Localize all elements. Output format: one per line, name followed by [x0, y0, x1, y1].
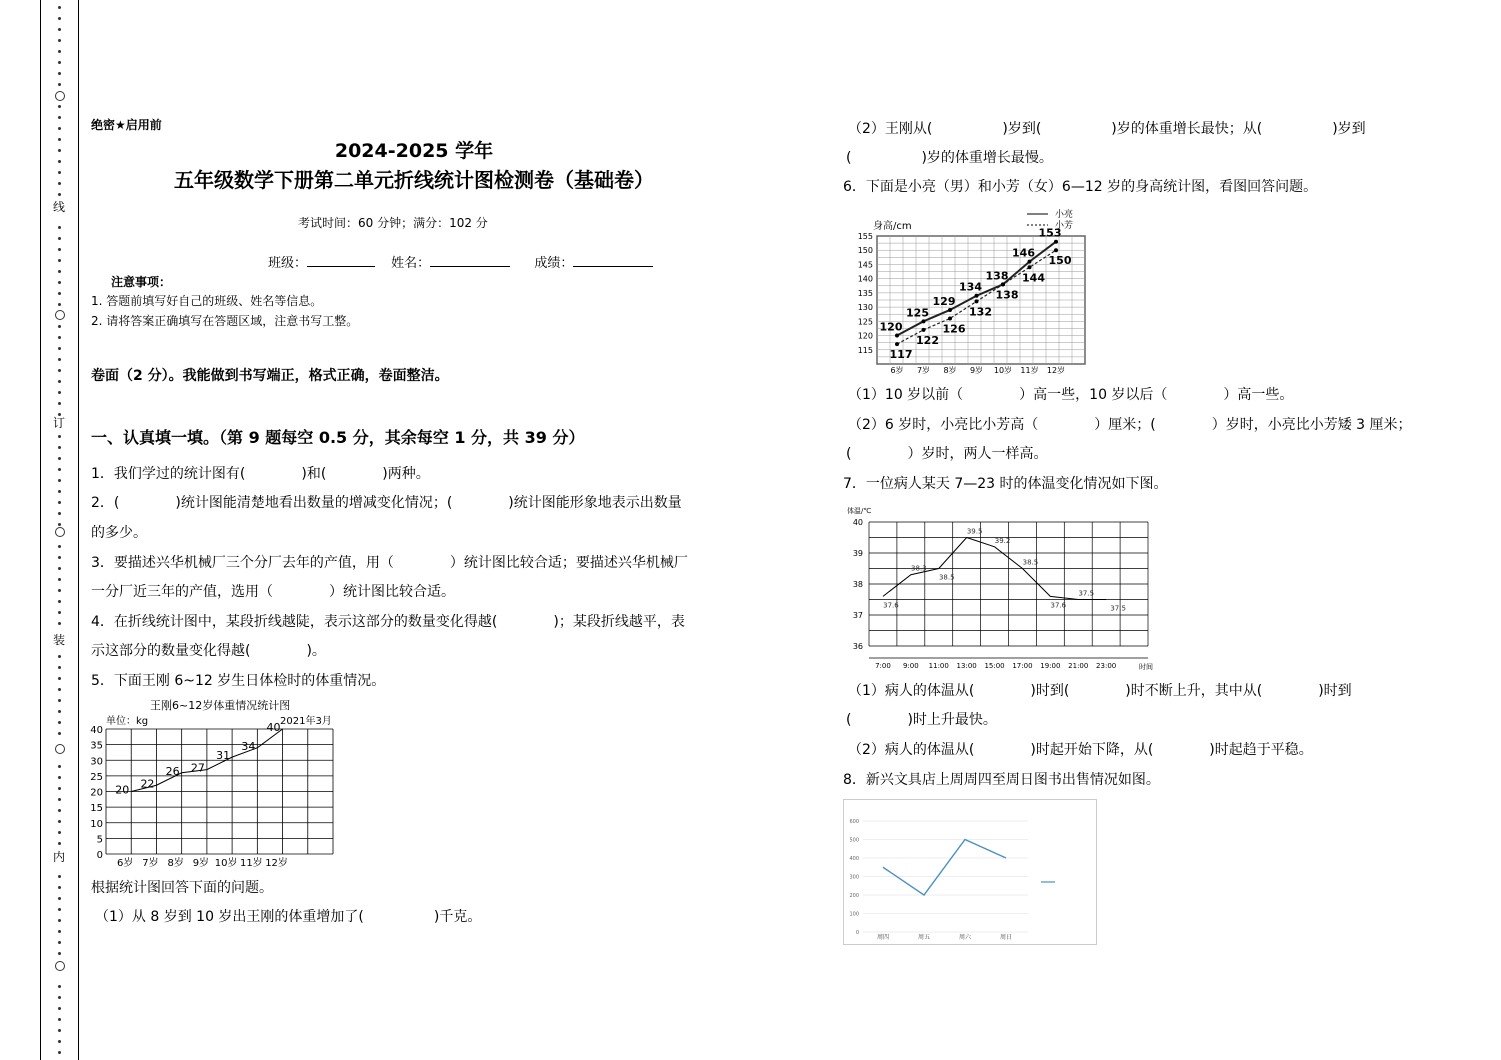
height-chart [843, 203, 1093, 375]
y-tick-label: 115 [857, 345, 873, 355]
x-tick-label: 12岁 [1046, 366, 1066, 375]
data-label: 37.5 [1110, 604, 1126, 613]
x-tick-label: 7:00 [875, 662, 891, 670]
data-label: 37.6 [883, 601, 899, 610]
binding-char: 内 [53, 850, 66, 864]
question-3-cont: 一分厂近三年的产值，选用（ ）统计图比较合适。 [91, 584, 455, 600]
class-field[interactable] [307, 252, 375, 267]
x-tick-label: 23:00 [1096, 662, 1117, 670]
data-point [975, 294, 979, 298]
y-tick-label: 0 [96, 850, 103, 861]
data-label: 153 [1038, 226, 1062, 240]
x-tick-label: 9:00 [902, 662, 919, 670]
y-tick-label: 36 [852, 642, 863, 651]
data-label: 150 [1048, 254, 1072, 268]
data-label: 38.5 [938, 573, 955, 582]
weight-chart-title: 王刚6~12岁体重情况统计图 [150, 699, 291, 712]
x-tick-label: 17:00 [1012, 662, 1033, 670]
data-point [948, 308, 952, 312]
x-tick-label: 7岁 [142, 858, 159, 869]
q5-instruction: 根据统计图回答下面的问题。 [91, 880, 273, 896]
q5-sub-2-cont: ( )岁的体重增长最慢。 [846, 150, 1053, 166]
margin-line-right [78, 0, 79, 1060]
exam-info: 考试时间：60 分钟；满分：102 分 [298, 216, 488, 230]
temp-chart-ylabel: 体温/℃ [847, 507, 872, 515]
q7-sub-1: （1）病人的体温从( )时到( )时不断上升，其中从( )时到 [848, 683, 1352, 699]
data-label: 134 [959, 280, 982, 294]
q5-sub-1: （1）从 8 岁到 10 岁出王刚的体重增加了( )千克。 [95, 909, 482, 925]
neatness-note: 卷面（2 分）。我能做到书写端正，格式正确，卷面整洁。 [91, 368, 449, 384]
x-tick-label: 10岁 [993, 366, 1013, 375]
data-label: 146 [1012, 246, 1035, 260]
y-tick-label: 0 [855, 930, 859, 936]
y-tick-label: 600 [849, 819, 859, 825]
notes-title: 注意事项： [111, 275, 172, 289]
x-tick-label: 8岁 [943, 366, 957, 375]
data-point [895, 342, 899, 346]
class-label: 班级： [268, 256, 308, 271]
y-tick-label: 30 [90, 756, 103, 768]
data-point [922, 319, 926, 323]
name-label: 姓名： [391, 256, 431, 271]
data-label: 37.5 [1078, 589, 1095, 598]
y-tick-label: 500 [849, 837, 859, 844]
data-label: 38.3 [911, 564, 927, 573]
data-point [948, 316, 952, 320]
data-label: 120 [879, 320, 903, 334]
question-7: 7．一位病人某天 7—23 时的体温变化情况如下图。 [843, 476, 1168, 492]
margin-line-left [40, 0, 41, 1060]
x-tick-label: 11岁 [1020, 366, 1039, 375]
y-tick-label: 39 [852, 549, 863, 558]
question-3: 3．要描述兴华机械厂三个分厂去年的产值，用（ ）统计图比较合适；要描述兴华机械厂 [91, 555, 688, 571]
y-tick-label: 40 [852, 518, 863, 527]
binding-circle [55, 527, 65, 537]
binding-circle [55, 961, 65, 971]
data-point [922, 328, 926, 332]
q7-sub-1-cont: ( )时上升最快。 [846, 712, 997, 728]
question-4-cont: 示这部分的数量变化得越( )。 [91, 643, 326, 659]
data-label: 132 [969, 305, 992, 319]
legend-label: 小亮 [1055, 210, 1074, 220]
question-6: 6．下面是小亮（男）和小芳（女）6—12 岁的身高统计图，看图回答问题。 [843, 179, 1318, 195]
q6-sub-2-cont: ( ）岁时，两人一样高。 [846, 446, 1048, 462]
y-tick-label: 140 [857, 274, 873, 284]
question-8: 8．新兴文具店上周周四至周日图书出售情况如图。 [843, 772, 1160, 788]
question-2: 2．( )统计图能清楚地看出数量的增减变化情况；( )统计图能形象地表示出数量 [91, 495, 682, 511]
x-tick-label: 8岁 [167, 858, 184, 869]
binding-char: 装 [53, 633, 66, 647]
data-point [1054, 248, 1058, 252]
q5-sub-2: （2）王刚从( )岁到( )岁的体重增长最快；从( )岁到 [848, 121, 1366, 137]
page-title: 五年级数学下册第二单元折线统计图检测卷（基础卷） [174, 168, 654, 192]
y-tick-label: 100 [849, 911, 859, 918]
confidential-mark: 绝密★启用前 [91, 118, 162, 132]
x-tick-label: 7岁 [916, 366, 931, 375]
binding-char: 订 [53, 416, 66, 430]
y-tick-label: 200 [849, 893, 859, 899]
question-5: 5．下面王刚 6~12 岁生日体检时的体重情况。 [91, 673, 386, 689]
data-label: 138 [985, 269, 1009, 283]
x-tick-label: 10岁 [214, 858, 238, 869]
data-label: 144 [1022, 271, 1045, 285]
q7-sub-2: （2）病人的体温从( )时起开始下降，从( )时起趋于平稳。 [848, 742, 1313, 758]
data-label: 39.5 [966, 527, 983, 536]
exam-year: 2024-2025 学年 [334, 140, 494, 162]
data-label: 129 [932, 294, 956, 308]
data-label: 40 [266, 721, 281, 734]
y-tick-label: 10 [90, 818, 103, 830]
data-label: 27 [190, 761, 205, 775]
y-tick-label: 38 [852, 580, 863, 589]
legend-label: 小芳 [1055, 221, 1074, 231]
y-tick-label: 150 [857, 246, 873, 256]
x-tick-label: 9岁 [192, 858, 210, 869]
x-tick-label: 11岁 [239, 858, 263, 869]
temp-chart-xlabel: 时间 [1139, 663, 1153, 671]
data-point [975, 299, 979, 303]
x-tick-label: 12岁 [265, 858, 288, 869]
q6-sub-1: （1）10 岁以前（ ）高一些，10 岁以后（ ）高一些。 [848, 387, 1294, 403]
x-tick-label: 周日 [999, 934, 1013, 941]
data-label: 22 [140, 777, 155, 791]
height-chart-ylabel: 身高/cm [873, 221, 912, 232]
data-label: 31 [216, 749, 231, 763]
x-tick-label: 19:00 [1040, 662, 1061, 670]
y-tick-label: 25 [90, 771, 103, 783]
y-tick-label: 400 [849, 856, 859, 862]
binding-dotted-line [54, 0, 66, 1060]
x-tick-label: 15:00 [984, 662, 1005, 670]
x-tick-label: 13:00 [956, 662, 977, 670]
y-tick-label: 120 [857, 331, 873, 341]
student-info [268, 252, 653, 274]
note-item: 2. 请将答案正确填写在答题区域，注意书写工整。 [91, 314, 359, 328]
y-tick-label: 15 [90, 803, 103, 815]
data-point [1001, 282, 1005, 286]
binding-char: 线 [53, 200, 66, 214]
x-tick-label: 6岁 [117, 858, 134, 869]
data-label: 138 [995, 288, 1019, 302]
temperature-chart [843, 503, 1163, 675]
weight-chart [90, 695, 340, 870]
note-item: 1. 答题前填写好自己的班级、姓名等信息。 [91, 294, 323, 308]
data-point [1054, 240, 1058, 244]
y-tick-label: 5 [96, 834, 103, 846]
weight-chart-unit: 单位：kg [106, 716, 149, 727]
x-tick-label: 9岁 [969, 366, 984, 375]
data-point [1028, 265, 1032, 269]
y-tick-label: 130 [857, 303, 873, 313]
data-label: 26 [165, 764, 180, 778]
data-label: 125 [906, 306, 929, 320]
book-sales-chart [843, 799, 1098, 947]
score-label: 成绩： [534, 256, 574, 271]
data-point [895, 334, 899, 338]
section-heading: 一、认真填一填。（第 9 题每空 0.5 分，其余每空 1 分，共 39 分） [91, 428, 585, 447]
y-tick-label: 40 [90, 725, 103, 736]
data-point [1028, 260, 1032, 264]
x-tick-label: 周五 [917, 934, 931, 941]
data-label: 34 [241, 739, 256, 753]
binding-circle [55, 91, 65, 101]
data-label: 117 [889, 348, 913, 362]
x-tick-label: 11:00 [928, 662, 949, 670]
data-label: 39.2 [994, 536, 1011, 545]
y-tick-label: 300 [849, 874, 859, 881]
y-tick-label: 20 [90, 787, 103, 799]
question-4: 4．在折线统计图中，某段折线越陡，表示这部分的数量变化得越( )；某段折线越平，表 [91, 614, 685, 630]
x-tick-label: 6岁 [890, 366, 904, 375]
q6-sub-2: （2）6 岁时，小亮比小芳高（ ）厘米；( ）岁时，小亮比小芳矮 3 厘米； [848, 417, 1412, 433]
x-tick-label: 周六 [958, 934, 972, 941]
data-label: 37.6 [1050, 601, 1067, 610]
data-label: 38.5 [1022, 558, 1039, 567]
y-tick-label: 145 [857, 260, 873, 270]
y-tick-label: 155 [857, 232, 873, 241]
data-label: 126 [942, 322, 966, 336]
binding-circle [55, 744, 65, 754]
x-tick-label: 21:00 [1068, 662, 1089, 670]
x-tick-label: 周四 [876, 934, 890, 941]
binding-circle [55, 310, 65, 320]
y-tick-label: 125 [857, 317, 873, 327]
y-tick-label: 35 [90, 740, 103, 752]
y-tick-label: 37 [852, 611, 863, 620]
name-field[interactable] [430, 252, 510, 267]
data-label: 122 [916, 333, 939, 347]
weight-chart-date: 2021年3月 [280, 716, 332, 727]
score-field[interactable] [573, 252, 653, 267]
y-tick-label: 135 [857, 288, 873, 298]
question-2-cont: 的多少。 [91, 525, 147, 541]
data-label: 20 [115, 783, 130, 797]
question-1: 1．我们学过的统计图有( )和( )两种。 [91, 466, 430, 482]
